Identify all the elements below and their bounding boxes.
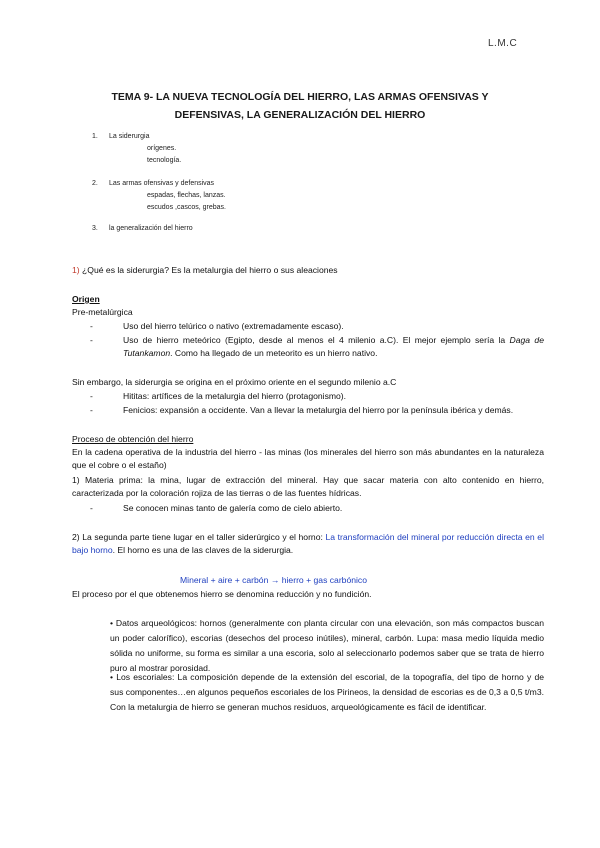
proceso-step-1: 1) Materia prima: la mina, lugar de extracción del mineral. Hay que sacar materia con alto contenido en hierro, caracterizada por la coloración rojiza de las tierras o de las fuentes hídricas. (72, 475, 544, 498)
bullet-text: Datos arqueológicos: hornos (generalmente con planta circular con una elevación, son más compactos buscan un poder calorífico), escorias (desechos del proceso inútiles), mineral, carbón. Lupa: masa medio líquida medio sólida no uniforme, su forma es similar a una escoria, solo al seleccionarlo podemos saber que se trata de hierro puro al mostrar porosidad. (110, 618, 544, 673)
toc-sub: orígenes. (147, 145, 177, 152)
toc-sub: espadas, flechas, lanzas. (147, 192, 226, 199)
bullet-item (110, 670, 544, 715)
author-initials: L.M.C (488, 38, 518, 49)
origen-heading: Origen (72, 294, 100, 304)
title-line-1: TEMA 9- LA NUEVA TECNOLOGÍA DEL HIERRO, LAS ARMAS OFENSIVAS Y (111, 91, 489, 103)
toc-sub: escudos ,cascos, grebas. (147, 204, 226, 211)
list-dash: - (90, 503, 93, 513)
step-2-text-a: 2) La segunda parte tiene lugar en el taller siderúrgico y el horno: (72, 532, 326, 542)
toc-sub: tecnología. (147, 157, 182, 164)
proceso-step-2 (72, 531, 544, 557)
toc-label: Las armas ofensivas y defensivas (109, 180, 215, 187)
proceso-after-formula: El proceso por el que obtenemos hierro se denomina reducción y no fundición. (72, 589, 372, 599)
list-text: Se conocen minas tanto de galería como de cielo abierto. (123, 503, 343, 513)
bullet-mark: • (110, 672, 114, 682)
question-line (72, 264, 544, 277)
proceso-intro: En la cadena operativa de la industria del hierro - las minas (los minerales del hierro son más abundantes en la naturaleza que el cobre o el estaño) (72, 447, 544, 470)
title-line-2: DEFENSIVAS, LA GENERALIZACIÓN DEL HIERRO (174, 109, 426, 121)
toc-number: 2. (92, 180, 98, 187)
toc-label: la generalización del hierro (109, 225, 193, 232)
list-text-b: . Como ha llegado de un meteorito es un hierro nativo. (170, 348, 378, 358)
question-number: 1) (72, 265, 80, 275)
sin-embargo-text: Sin embargo, la siderurgia se origina en el próximo oriente en el segundo milenio a.C (72, 377, 397, 387)
list-text (123, 334, 544, 360)
list-text: Uso del hierro telúrico o nativo (extremadamente escaso). (123, 321, 344, 331)
bullet-mark: • (110, 618, 114, 628)
list-dash: - (90, 405, 93, 415)
question-text: ¿Qué es la siderurgia? Es la metalurgia del hierro o sus aleaciones (79, 265, 338, 275)
list-dash: - (90, 391, 93, 401)
page-title (60, 88, 540, 124)
proceso-heading: Proceso de obtención del hierro (72, 434, 194, 444)
list-dash: - (90, 321, 93, 331)
step-2-text-b: . El horno es una de las claves de la siderurgia. (112, 545, 294, 555)
bullet-text: Los escoriales: La composición depende de la extensión del escorial, de la topografía, del tipo de horno y de sus componentes…en algunos pequeños escoriales de los Pirineos, la densidad de escorias es de 0,3 a 0,5 t/m3. Con la metalurgia de hierro se generan muchos residuos, arqueológicamente es fácil de identificar. (110, 672, 545, 712)
bullet-item (110, 616, 544, 676)
list-text: Hititas: artífices de la metalurgia del hierro (protagonismo). (123, 391, 347, 401)
toc-number: 3. (92, 225, 98, 232)
toc-label: La siderurgia (109, 133, 150, 140)
list-dash: - (90, 335, 93, 345)
list-text-italic: Daga de Tutankamon (123, 335, 544, 358)
reaction-formula: Mineral + aire + carbón → hierro + gas carbónico (180, 575, 368, 585)
origen-subheading: Pre-metalúrgica (72, 307, 133, 317)
toc-number: 1. (92, 133, 98, 140)
list-text: Fenicios: expansión a occidente. Van a llevar la metalurgia del hierro por la península ibérica y demás. (123, 405, 514, 415)
list-text-a: Uso de hierro meteórico (Egipto, desde al menos el 4 milenio a.C). El mejor ejemplo sería la (123, 335, 510, 345)
step-2-highlight: La transformación del mineral por reducción directa en el bajo horno (72, 532, 544, 555)
